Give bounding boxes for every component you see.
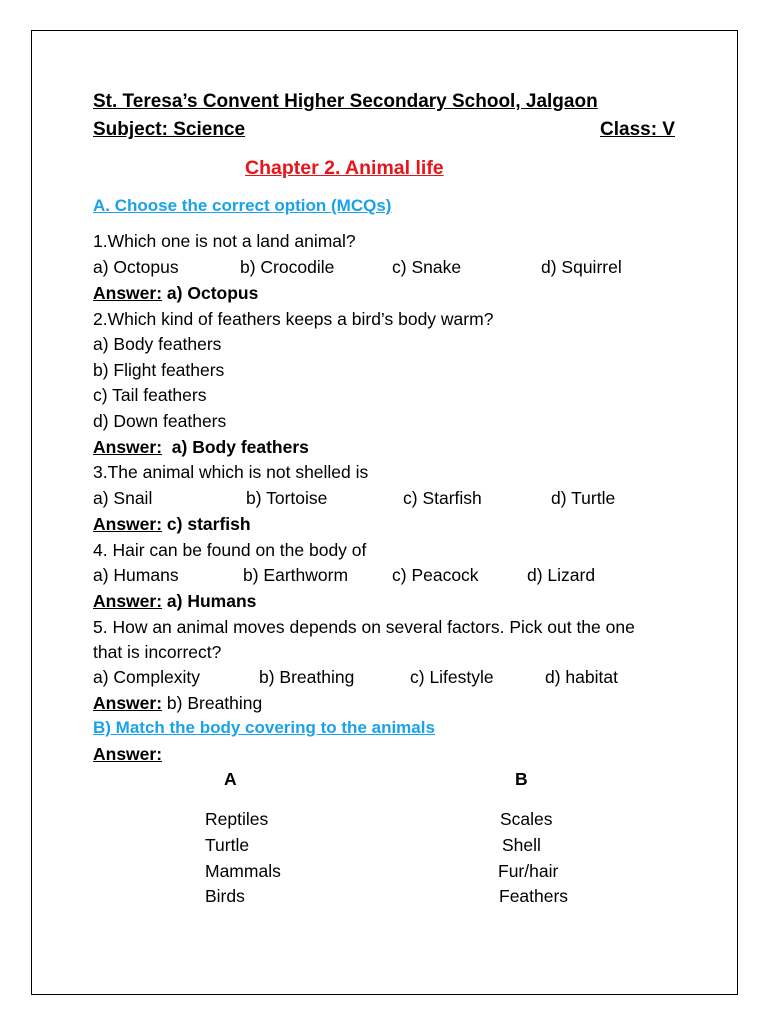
- column-b-item: Scales: [500, 809, 553, 829]
- q1-answer-row: [93, 282, 258, 304]
- q5-answer-row: [93, 692, 262, 714]
- column-b-item: Shell: [502, 835, 541, 855]
- q4-answer-row: [93, 590, 256, 612]
- q1-option-c: c) Snake: [392, 257, 462, 277]
- answer-label: Answer:: [93, 437, 163, 457]
- q3-option-d: d) Turtle: [551, 488, 616, 508]
- subject-label: Subject: Science: [93, 119, 246, 140]
- answer-label: Answer:: [93, 591, 163, 611]
- q4-option-d: d) Lizard: [527, 565, 596, 585]
- answer-label: Answer:: [93, 283, 163, 303]
- q2-question: 2.Which kind of feathers keeps a bird’s body warm?: [93, 309, 494, 329]
- q5-option-b: b) Breathing: [259, 667, 355, 687]
- q5-question-line1: 5. How an animal moves depends on several factors. Pick out the one: [93, 617, 635, 637]
- q3-option-a: a) Snail: [93, 488, 153, 508]
- section-b-title: B) Match the body covering to the animals: [93, 718, 435, 737]
- q5-option-c: c) Lifestyle: [410, 667, 494, 687]
- q2-option-b: b) Flight feathers: [93, 360, 225, 380]
- q5-option-a: a) Complexity: [93, 667, 200, 687]
- q4-answer: a) Humans: [166, 591, 257, 611]
- q3-question: 3.The animal which is not shelled is: [93, 462, 369, 482]
- q3-option-c: c) Starfish: [403, 488, 482, 508]
- school-name: St. Teresa’s Convent Higher Secondary School, Jalgaon: [93, 91, 598, 112]
- section-a-title: A. Choose the correct option (MCQs): [93, 196, 392, 215]
- column-a-item: Turtle: [205, 835, 250, 855]
- q1-answer: a) Octopus: [166, 283, 259, 303]
- q4-option-c: c) Peacock: [392, 565, 479, 585]
- q5-answer: b) Breathing: [166, 693, 263, 713]
- q3-answer: c) starfish: [166, 514, 251, 534]
- q3-option-b: b) Tortoise: [246, 488, 328, 508]
- q5-question-line2: that is incorrect?: [93, 642, 222, 662]
- q4-option-a: a) Humans: [93, 565, 179, 585]
- section-b-answer-label: Answer:: [93, 744, 163, 764]
- q2-answer: a) Body feathers: [171, 437, 309, 457]
- q1-option-d: d) Squirrel: [541, 257, 622, 277]
- q2-answer-row: [93, 436, 309, 458]
- answer-label: Answer:: [93, 693, 163, 713]
- q1-option-b: b) Crocodile: [240, 257, 335, 277]
- q1-option-a: a) Octopus: [93, 257, 179, 277]
- column-a-item: Birds: [205, 886, 245, 906]
- q5-option-d: d) habitat: [545, 667, 618, 687]
- q2-option-d: d) Down feathers: [93, 411, 227, 431]
- chapter-title: Chapter 2. Animal life: [245, 157, 444, 179]
- q3-answer-row: [93, 513, 251, 535]
- answer-label: Answer:: [93, 514, 163, 534]
- q1-question: 1.Which one is not a land animal?: [93, 231, 356, 251]
- q4-option-b: b) Earthworm: [243, 565, 349, 585]
- column-b-item: Fur/hair: [498, 861, 559, 881]
- q2-option-a: a) Body feathers: [93, 334, 222, 354]
- q2-option-c: c) Tail feathers: [93, 385, 207, 405]
- q4-question: 4. Hair can be found on the body of: [93, 540, 367, 560]
- column-a-item: Mammals: [205, 861, 281, 881]
- column-a-item: Reptiles: [205, 809, 269, 829]
- column-a-header: A: [224, 769, 237, 789]
- column-b-header: B: [515, 769, 528, 789]
- class-label: Class: V: [600, 119, 675, 140]
- column-b-item: Feathers: [499, 886, 569, 906]
